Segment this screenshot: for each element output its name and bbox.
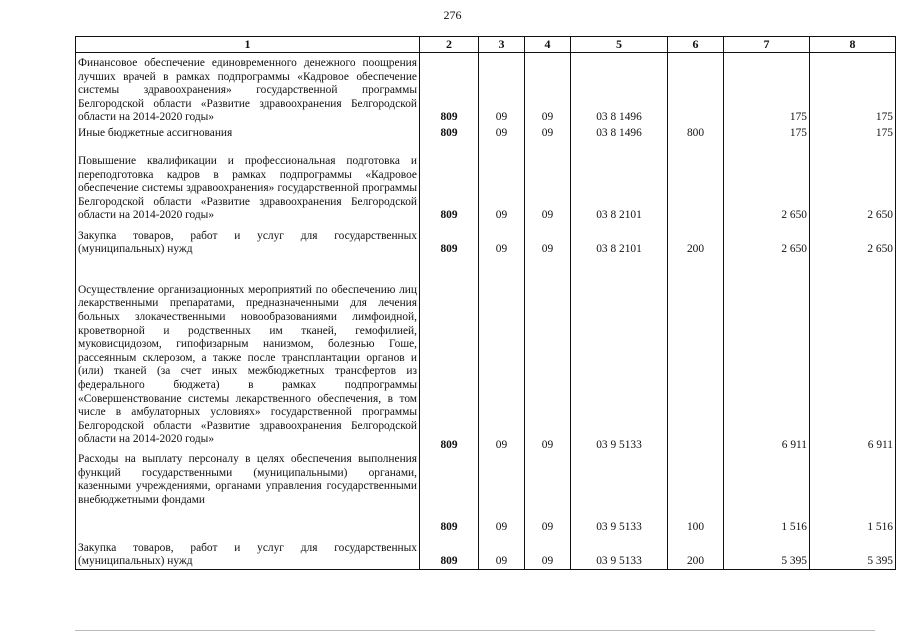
row-description: Повышение квалификации и профессиональная подготовка и переподготовка кадров в рамках подпрограммы «Кадровое обеспечение системы здравоохранения» государственной программы Белгородской области «Развитие здравоохранения Белгородской области на 2014-2020 годы» [76, 141, 420, 223]
table-row [76, 141, 896, 223]
table-header-row [76, 37, 896, 53]
cell-amount-7: 6 911 [724, 257, 810, 453]
cell-expense-type [668, 53, 724, 126]
cell-expense-type: 100 [668, 453, 724, 535]
cell-target-article: 03 9 5133 [571, 453, 668, 535]
cell-target-article: 03 9 5133 [571, 535, 668, 570]
cell-amount-8: 175 [810, 53, 896, 126]
row-description: Закупка товаров, работ и услуг для государственных (муниципальных) нужд [76, 535, 420, 570]
cell-ministry-code: 809 [420, 453, 479, 535]
cell-section: 09 [479, 257, 525, 453]
cell-amount-8: 5 395 [810, 535, 896, 570]
header-col-6: 6 [668, 37, 724, 53]
cell-section: 09 [479, 125, 525, 141]
cell-amount-8: 2 650 [810, 223, 896, 257]
cell-expense-type: 200 [668, 223, 724, 257]
cell-section: 09 [479, 141, 525, 223]
cell-expense-type [668, 141, 724, 223]
page-number: 276 [443, 8, 462, 22]
cell-subsection: 09 [525, 141, 571, 223]
cell-amount-8: 1 516 [810, 453, 896, 535]
cell-target-article: 03 8 2101 [571, 223, 668, 257]
header-col-3: 3 [479, 37, 525, 53]
row-description: Закупка товаров, работ и услуг для государственных (муниципальных) нужд [76, 223, 420, 257]
cell-amount-7: 5 395 [724, 535, 810, 570]
cell-amount-7: 175 [724, 125, 810, 141]
budget-table [75, 36, 896, 570]
header-col-4: 4 [525, 37, 571, 53]
cell-ministry-code: 809 [420, 125, 479, 141]
page-bottom-edge [75, 630, 875, 633]
cell-section: 09 [479, 535, 525, 570]
cell-target-article: 03 9 5133 [571, 257, 668, 453]
cell-amount-7: 175 [724, 53, 810, 126]
cell-amount-7: 2 650 [724, 223, 810, 257]
table-row [76, 223, 896, 257]
cell-ministry-code: 809 [420, 223, 479, 257]
table-row [76, 535, 896, 570]
cell-ministry-code: 809 [420, 535, 479, 570]
cell-subsection: 09 [525, 53, 571, 126]
header-col-8: 8 [810, 37, 896, 53]
cell-expense-type [668, 257, 724, 453]
cell-subsection: 09 [525, 535, 571, 570]
cell-section: 09 [479, 53, 525, 126]
cell-ministry-code: 809 [420, 53, 479, 126]
cell-amount-8: 175 [810, 125, 896, 141]
cell-section: 09 [479, 223, 525, 257]
cell-subsection: 09 [525, 125, 571, 141]
cell-amount-7: 1 516 [724, 453, 810, 535]
header-col-1: 1 [76, 37, 420, 53]
cell-subsection: 09 [525, 453, 571, 535]
cell-expense-type: 200 [668, 535, 724, 570]
cell-ministry-code: 809 [420, 141, 479, 223]
row-description: Расходы на выплату персоналу в целях обеспечения выполнения функций государственными (муниципальными) органами, казенными учреждениями, органами управления государственными внебюджетными фондами [76, 453, 420, 535]
row-description: Финансовое обеспечение единовременного денежного поощрения лучших врачей в рамках подпрограммы «Кадровое обеспечение системы здравоохранения» государственной программы Белгородской области «Развитие здравоохранения Белгородской области на 2014-2020 годы» [76, 53, 420, 126]
header-col-2: 2 [420, 37, 479, 53]
header-col-7: 7 [724, 37, 810, 53]
cell-subsection: 09 [525, 257, 571, 453]
cell-amount-8: 2 650 [810, 141, 896, 223]
table-row [76, 125, 896, 141]
row-description: Иные бюджетные ассигнования [76, 125, 420, 141]
row-description: Осуществление организационных мероприятий по обеспечению лиц лекарственными препаратами, предназначенными для лечения больных злокачественными новообразованиями лимфоидной, кроветворной и родственных им тканей, гемофилией, муковисцидозом, гипофизарным нанизмом, болезнью Гоше, рассеянным склерозом, а также после трансплантации органов и (или) тканей (за счет иных межбюджетных трансфертов из федерального бюджета) в рамках подпрограммы «Совершенствование системы лекарственного обеспечения, в том числе в амбулаторных условиях» государственной программы Белгородской области «Развитие здравоохранения Белгородской области на 2014-2020 годы» [76, 257, 420, 453]
header-col-5: 5 [571, 37, 668, 53]
table-row [76, 453, 896, 535]
table-row [76, 257, 896, 453]
cell-target-article: 03 8 1496 [571, 53, 668, 126]
cell-section: 09 [479, 453, 525, 535]
cell-amount-8: 6 911 [810, 257, 896, 453]
cell-amount-7: 2 650 [724, 141, 810, 223]
cell-target-article: 03 8 1496 [571, 125, 668, 141]
cell-subsection: 09 [525, 223, 571, 257]
cell-ministry-code: 809 [420, 257, 479, 453]
cell-target-article: 03 8 2101 [571, 141, 668, 223]
table-row [76, 53, 896, 126]
cell-expense-type: 800 [668, 125, 724, 141]
